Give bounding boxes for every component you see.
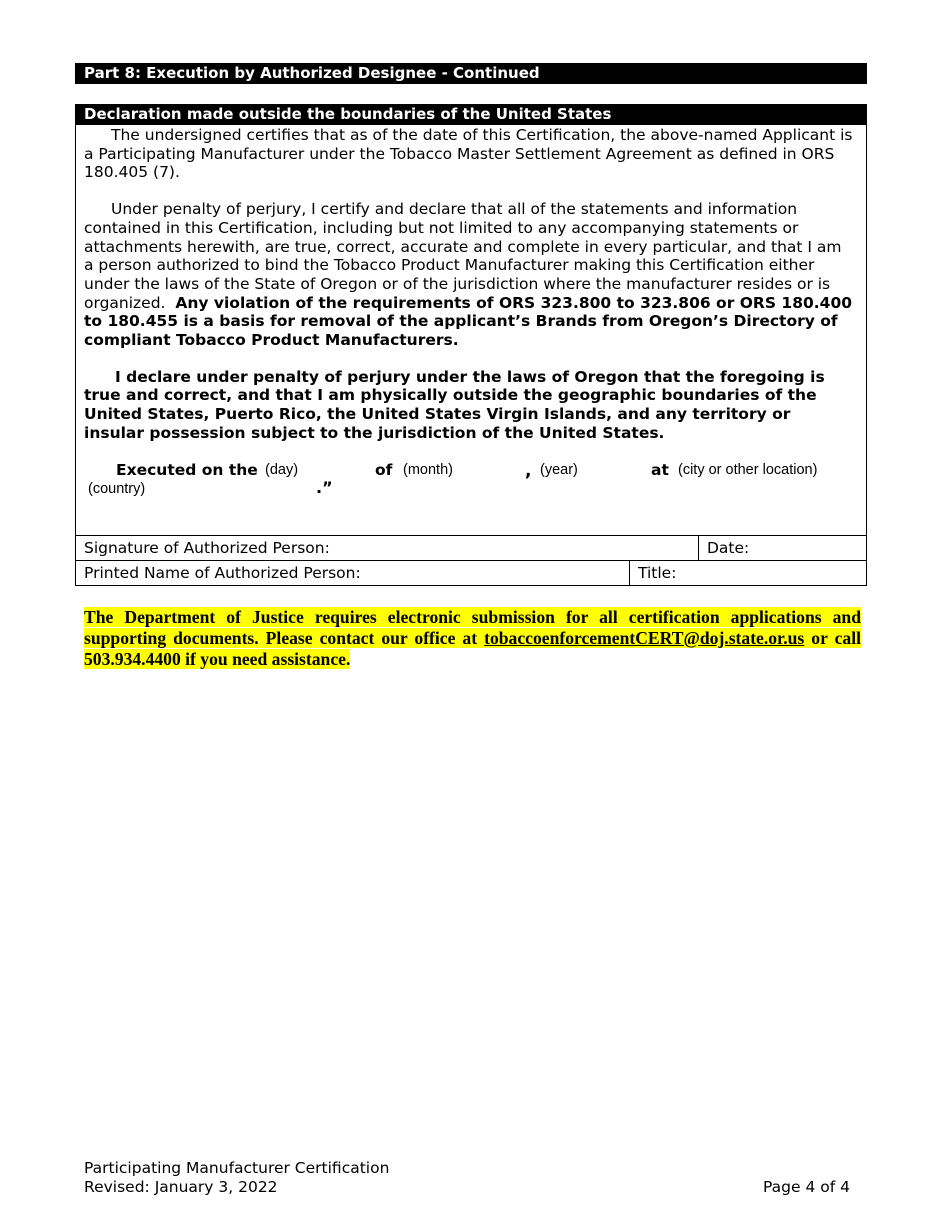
closing-quote: .”: [316, 477, 333, 497]
violation-notice: Any violation of the requirements of ORS 323.800 to 323.806 or ORS 180.400 to 180.455 is a basis for removal of the applicant’s Brands from Oregon’s Directory of compliant Tobacco Product Manufacturers.: [84, 293, 853, 350]
outside-us-declaration: I declare under penalty of perjury under the laws of Oregon that the foregoing is true and correct, and that I am physically outside the geographic boundaries of the United States, Puerto Rico, the United States Virgin Islands, and any territory or insular possession subject to the jurisdiction of the United States.: [84, 367, 825, 442]
comma-mark: ,: [525, 460, 532, 481]
printed-name-row: [75, 560, 867, 586]
signature-label: Signature of Authorized Person:: [84, 539, 330, 557]
printed-name-cell[interactable]: [76, 561, 630, 585]
part-8-header-text: Part 8: Execution by Authorized Designee - Continued: [84, 64, 540, 82]
footer-revised: Revised: January 3, 2022: [84, 1178, 278, 1196]
city-field[interactable]: (city or other location): [678, 461, 818, 478]
part-8-header: [75, 63, 867, 84]
title-label: Title:: [638, 564, 677, 582]
electronic-submission-notice: The Department of Justice requires electronic submission for all certification applications and supporting documents. Please contact our office at tobaccoenforcementCERT@doj.state.or.us or call 503.934.4400 if you need assistance.: [84, 607, 861, 669]
date-label: Date:: [707, 539, 750, 557]
declaration-header: [75, 104, 867, 125]
printed-name-label: Printed Name of Authorized Person:: [84, 564, 361, 582]
country-field[interactable]: (country): [88, 480, 146, 497]
day-field[interactable]: (day): [265, 461, 299, 478]
declaration-title: Declaration made outside the boundaries of the United States: [84, 105, 612, 123]
page-number: Page 4 of 4: [763, 1178, 850, 1196]
year-field[interactable]: (year): [540, 461, 578, 478]
footer-form-name: Participating Manufacturer Certification: [84, 1159, 390, 1177]
date-cell[interactable]: [699, 536, 866, 560]
contact-email-link[interactable]: tobaccoenforcementCERT@doj.state.or.us: [484, 628, 805, 648]
signature-row: [75, 535, 867, 561]
execution-line: [84, 461, 854, 505]
certification-paragraph: The undersigned certifies that as of the date of this Certification, the above-named Applicant is a Participating Manufacturer under the Tobacco Master Settlement Agreement as defined in ORS 180.405 (7).: [84, 126, 853, 182]
at-label: at: [651, 460, 669, 479]
perjury-paragraph: Under penalty of perjury, I certify and declare that all of the statements and information contained in this Certification, including but not limited to any accompanying statements or attachments herewith, are true, correct, accurate and complete in every particular, and that I am a person authorized to bind the Tobacco Product Manufacturer making this Certification either under the laws of the State of Oregon or of the jurisdiction where the manufacturer resides or is organized. Any violation of the requirements of ORS 323.800 to 323.806 or ORS 180.400 to 180.455 is a basis for removal of the applicant’s Brands from Oregon’s Directory of compliant Tobacco Product Manufacturers.: [84, 200, 853, 350]
executed-on-label: Executed on the: [116, 460, 258, 479]
declaration-box: [75, 124, 867, 536]
signature-cell[interactable]: [76, 536, 699, 560]
month-field[interactable]: (month): [403, 461, 453, 478]
of-label: of: [375, 460, 393, 479]
title-cell[interactable]: [630, 561, 866, 585]
